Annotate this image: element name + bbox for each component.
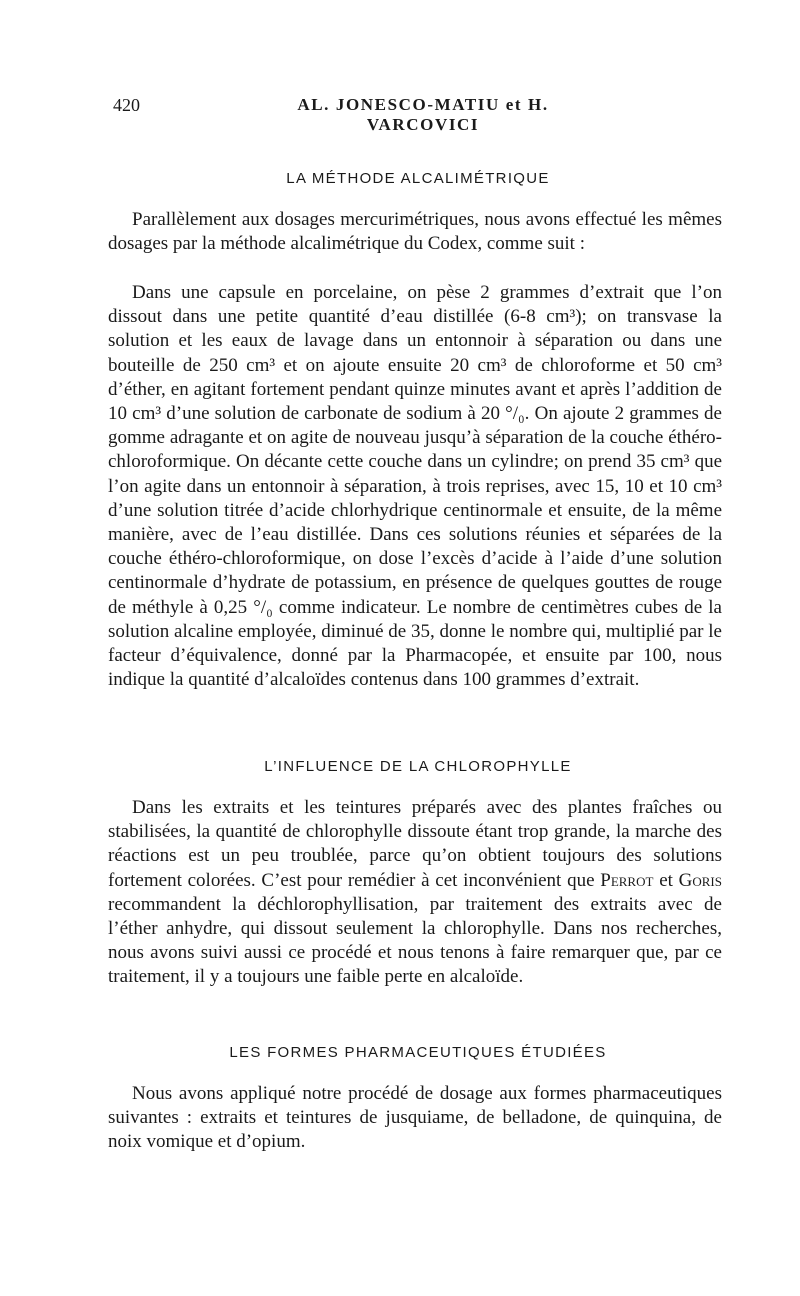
paragraph-formes: Nous avons appliqué notre procédé de dosage aux formes pharmaceutiques suivantes : extraits et teintures de jusquiame, de belladone, de quinquina, de noix vomique et d’opium.	[108, 1083, 722, 1153]
section-title-influence-chlorophylle: L’INFLUENCE DE LA CHLOROPHYLLE	[264, 758, 572, 775]
section-title-formes-pharmaceutiques: LES FORMES PHARMACEUTIQUES ÉTUDIÉES	[229, 1044, 607, 1061]
paragraph-procedure: Dans une capsule en porcelaine, on pèse 2 grammes d’extrait que l’on dissout dans une petite quantité d’eau distillée (6-8 cm³); on transvase la solution et les eaux de lavage dans un entonnoir à séparation ou dans une bouteille de 250 cm³ et on ajoute ensuite 20 cm³ de chloroforme et 50 cm³ d’éther, en agitant fortement pendant quinze minutes avant et après l’addition de 10 cm³ d’une solution de carbonate de sodium à 20 °/₀. On ajoute 2 grammes de gomme adragante et on agite de nouveau jusqu’à séparation de la couche éthéro-chloroformique. On décante cette couche dans un cylindre; on prend 35 cm³ que l’on agite dans un entonnoir à séparation, à trois reprises, avec 15, 10 et 10 cm³ d’une solution titrée d’acide chlorhydrique centinormale et ensuite, de la même manière, avec de l’eau distillée. Dans ces solutions réunies et séparées de la couche éthéro-chloroformique, on dose l’excès d’acide à l’aide d’une solution centinormale d’hydrate de potassium, en présence de quelques gouttes de rouge de méthyle à 0,25 °/₀ comme indicateur. Le nombre de centimètres cubes de la solution alcaline employée, diminué de 35, donne le nombre qui, multiplié par le facteur d’équivalence, donné par la Pharmacopée, et ensuite par 100, nous indique la quantité d’alcaloïdes contenus dans 100 grammes d’extrait.	[108, 282, 722, 691]
paragraph-text: Dans les extraits et les teintures préparés avec des plantes fraîches ou stabilisées, la quantité de chlorophylle dissoute étant trop grande, la marche des réactions est un peu troublée, parce qu’on obtient toujours des solutions fortement colorées. C’est pour remédier à cet inconvénient que	[108, 797, 722, 891]
paragraph-intro: Parallèlement aux dosages mercurimétriques, nous avons effectué les mêmes dosages par la méthode alcalimétrique du Codex, comme suit :	[108, 209, 722, 255]
paragraph-chlorophylle	[108, 796, 722, 990]
paragraph-text: et	[653, 869, 679, 891]
paragraph-text: recommandent la déchlorophyllisation, par traitement des extraits avec de l’éther anhydre, qui dissout seulement la chlorophylle. Dans nos recherches, nous avons suivi aussi ce procédé et nous tenons à faire remarquer que, par ce traitement, il y a toujours une faible perte en alcaloïde.	[108, 893, 722, 988]
page-number: 420	[113, 95, 140, 115]
section-title-methode-alcalimetrique: LA MÉTHODE ALCALIMÉTRIQUE	[286, 170, 550, 187]
running-head: AL. JONESCO-MATIU et H. VARCOVICI	[297, 95, 549, 134]
page-header	[113, 95, 733, 134]
author-name-goris: Goris	[678, 869, 722, 891]
author-name-perrot: Perrot	[600, 869, 654, 891]
